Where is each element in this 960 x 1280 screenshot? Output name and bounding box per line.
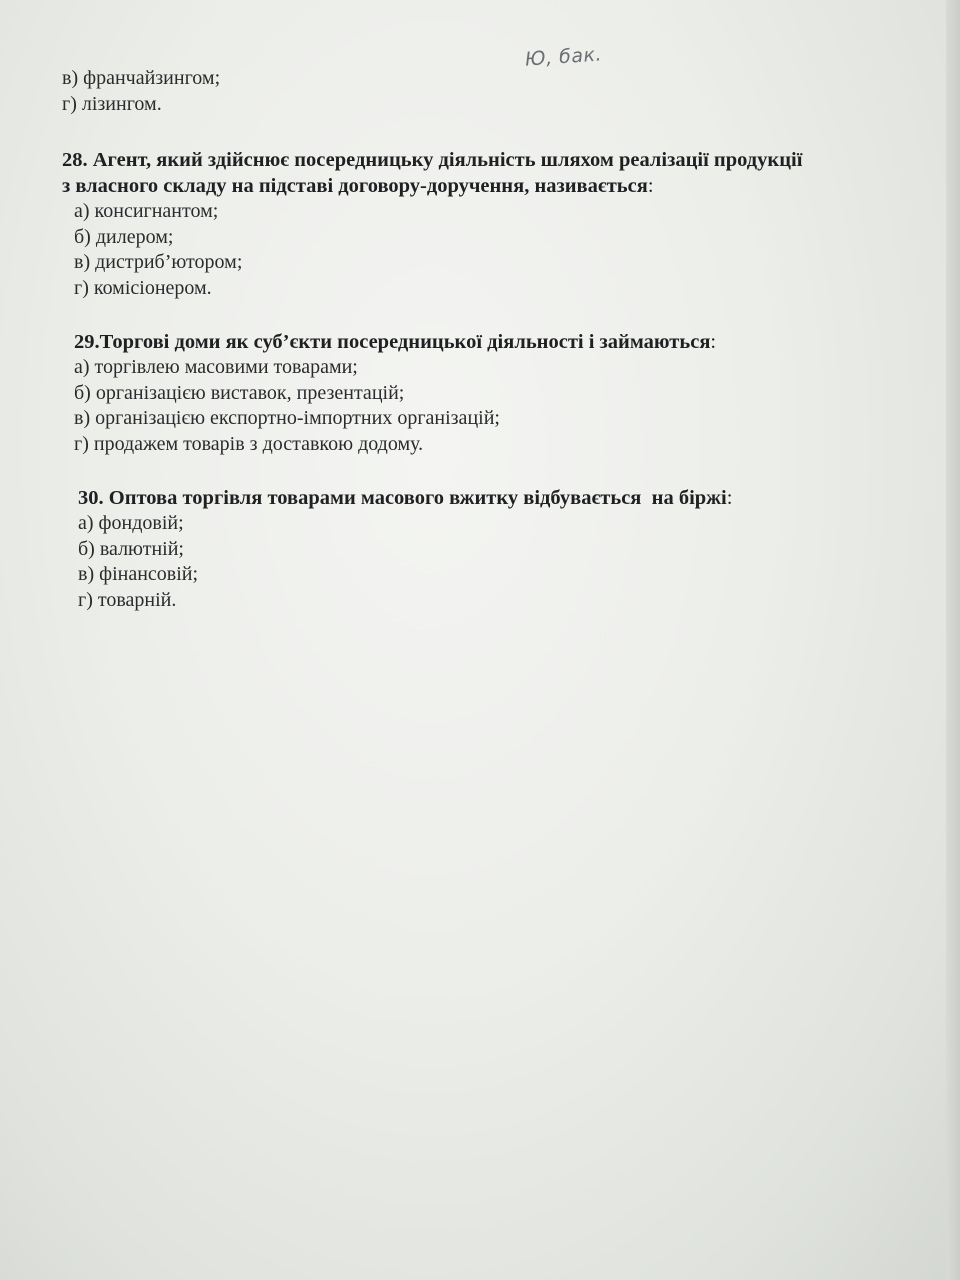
question-29 <box>62 329 942 457</box>
option-item: б) валютній; <box>78 537 184 560</box>
option-item: в) франчайзингом; <box>62 67 221 89</box>
question-colon: : <box>710 331 717 353</box>
question-title-continued <box>62 173 942 199</box>
option-item: в) дистриб’ютором; <box>74 251 243 273</box>
question-colon: : <box>726 487 733 509</box>
option-item: а) консигнантом; <box>74 200 219 222</box>
question-text-line1: Оптова торгівля товарами масового вжитку відбувається на біржі <box>108 487 727 509</box>
option-item: г) комісіонером. <box>74 276 212 299</box>
question-30 <box>62 485 942 613</box>
continued-options <box>62 66 942 117</box>
question-text-line2: з власного складу на підставі договору-доручення, називається <box>62 175 648 197</box>
page-content <box>62 66 942 613</box>
option-item: б) організацією виставок, презентацій; <box>74 381 405 404</box>
option-item: в) фінансовій; <box>78 563 199 585</box>
question-text-line1: Агент, який здійснює посередницьку діяльність шляхом реалізації продукції <box>92 149 803 171</box>
question-number: 28. <box>62 149 88 171</box>
option-item: г) продажем товарів з доставкою додому. <box>74 432 424 455</box>
question-number: 30. <box>78 487 104 509</box>
option-item: г) лізингом. <box>62 92 162 115</box>
handwritten-note: Ю, бак. <box>524 43 603 71</box>
question-title <box>62 147 942 173</box>
option-item: а) фондовій; <box>78 512 184 534</box>
paper-edge-shadow <box>946 0 960 1280</box>
question-text-line1: Торгові доми як суб’єкти посередницької діяльності і займаються <box>99 331 711 353</box>
question-title <box>62 329 942 355</box>
question-28 <box>62 147 942 301</box>
option-item: б) дилером; <box>74 225 174 248</box>
question-colon: : <box>647 175 654 197</box>
option-item: а) торгівлею масовими товарами; <box>74 356 358 378</box>
option-item: в) організацією експортно-імпортних організацій; <box>74 407 500 429</box>
question-number: 29. <box>74 331 100 353</box>
option-item: г) товарній. <box>78 588 177 611</box>
question-title <box>62 485 942 511</box>
